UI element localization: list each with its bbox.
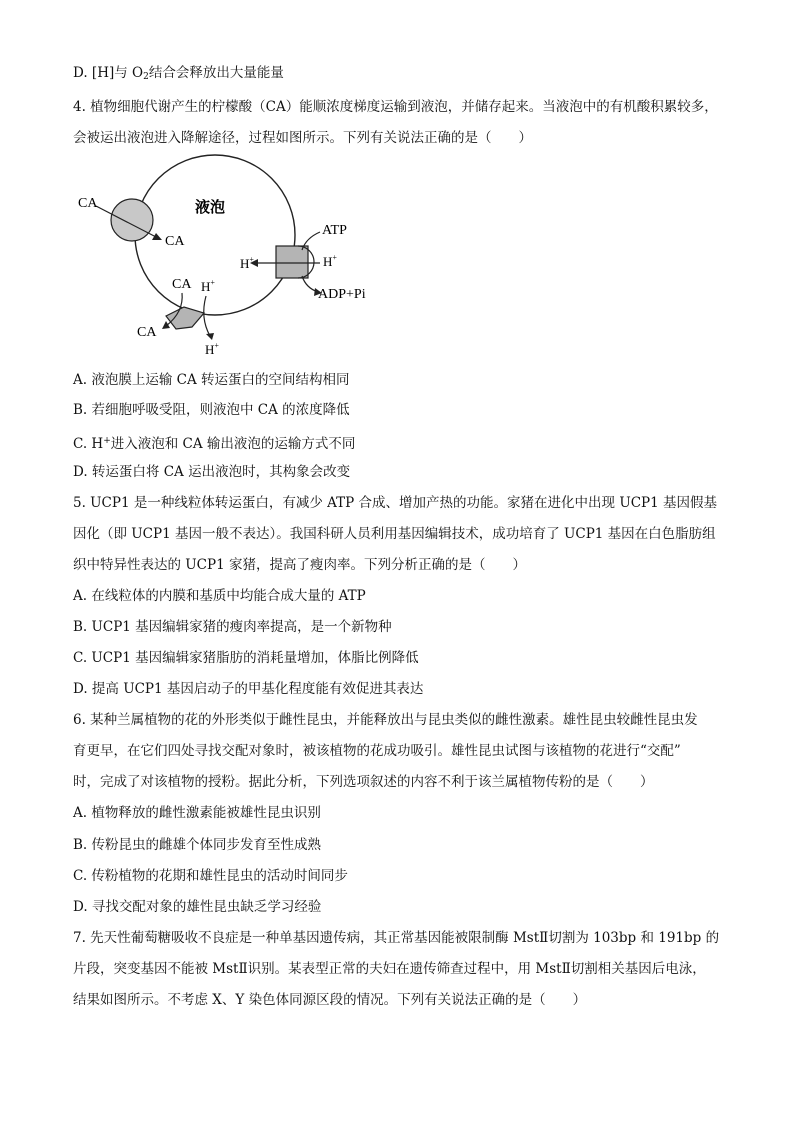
- ca-bottom-left-label: CA: [137, 325, 157, 340]
- vacuole-membrane: [135, 155, 295, 315]
- q4-stem-line-2: 会被运出液泡进入降解途径，过程如图所示。下列有关说法正确的是（ ）: [73, 130, 532, 146]
- q6-stem-line-1: 6. 某种兰属植物的花的外形类似于雌性昆虫，并能释放出与昆虫类似的雌性激素。雄性昆虫较雌性昆虫发: [73, 712, 698, 728]
- q4-option-c: C. H+进入液泡和 CA 输出液泡的运输方式不同: [73, 436, 356, 452]
- q5-option-c: C. UCP1 基因编辑家猪脂肪的消耗量增加，体脂比例降低: [73, 650, 419, 666]
- h-efflux-arrow: [204, 296, 210, 336]
- q6-option-d: D. 寻找交配对象的雄性昆虫缺乏学习经验: [73, 899, 322, 915]
- ca-h-antiporter: [166, 307, 204, 329]
- q4-option-d: D. 转运蛋白将 CA 运出液泡时，其构象会改变: [73, 464, 351, 480]
- ca-channel-protein: [111, 199, 153, 241]
- q5-option-b: B. UCP1 基因编辑家猪的瘦肉率提高，是一个新物种: [73, 619, 392, 635]
- q5-option-a: A. 在线粒体的内膜和基质中均能合成大量的 ATP: [73, 588, 366, 604]
- q6-stem-line-2: 育更早，在它们四处寻找交配对象时，被该植物的花成功吸引。雄性昆虫试图与该植物的花进行“交配”: [73, 743, 681, 759]
- q5-stem-line-1: 5. UCP1 是一种线粒体转运蛋白，有减少 ATP 合成、增加产热的功能。家猪在进化中出现 UCP1 基因假基: [73, 495, 717, 511]
- atp-label: ATP: [322, 223, 347, 238]
- h-outside-label: H+: [323, 253, 337, 269]
- q6-stem-line-3: 时，完成了对该植物的授粉。据此分析，下列选项叙述的内容不利于该兰属植物传粉的是（ ）: [73, 774, 654, 790]
- h-efflux-arrowhead: [206, 333, 214, 340]
- ca-outside-label: CA: [78, 196, 98, 211]
- h-bottom-label: H+: [205, 341, 219, 357]
- q7-stem-line-3: 结果如图所示。不考虑 X、Y 染色体同源区段的情况。下列有关说法正确的是（ ）: [73, 992, 587, 1008]
- q5-stem-line-2: 因化（即 UCP1 基因一般不表达）。我国科研人员利用基因编辑技术，成功培育了 UCP1 基因在白色脂肪组: [73, 526, 716, 542]
- q6-option-b: B. 传粉昆虫的雌雄个体同步发育至性成熟: [73, 837, 322, 853]
- q6-option-a: A. 植物释放的雌性激素能被雄性昆虫识别: [73, 805, 321, 821]
- vacuole-label: 液泡: [195, 200, 226, 216]
- q5-option-d: D. 提高 UCP1 基因启动子的甲基化程度能有效促进其表达: [73, 681, 424, 697]
- q6-option-c: C. 传粉植物的花期和雄性昆虫的活动时间同步: [73, 868, 348, 884]
- ca-influx-arrowhead: [152, 233, 162, 240]
- h-bottom-top-label: H+: [201, 278, 215, 294]
- q4-option-b: B. 若细胞呼吸受阻，则液泡中 CA 的浓度降低: [73, 402, 350, 418]
- ca-inside-label: CA: [165, 234, 185, 249]
- vacuole-transport-diagram: [70, 150, 410, 365]
- q5-stem-line-3: 织中特异性表达的 UCP1 家猪，提高了瘦肉率。下列分析正确的是（ ）: [73, 557, 526, 573]
- q4-stem-line-1: 4. 植物细胞代谢产生的柠檬酸（CA）能顺浓度梯度运输到液泡，并储存起来。当液泡中的有机酸积累较多，: [73, 99, 718, 115]
- ca-efflux-arrowhead: [162, 321, 170, 329]
- adp-pi-label: ADP+Pi: [318, 287, 366, 302]
- q7-stem-line-2: 片段，突变基因不能被 MstⅡ识别。某表型正常的夫妇在遗传筛查过程中，用 MstⅡ切割相关基因后电泳，: [73, 961, 706, 977]
- q4-option-a: A. 液泡膜上运输 CA 转运蛋白的空间结构相同: [73, 372, 350, 388]
- h-inside-label: H+: [240, 255, 254, 271]
- proton-pump: [276, 246, 308, 278]
- ca-bottom-top-label: CA: [172, 277, 192, 292]
- q7-stem-line-1: 7. 先天性葡萄糖吸收不良症是一种单基因遗传病，其正常基因能被限制酶 MstⅡ切割为 103bp 和 191bp 的: [73, 930, 720, 946]
- q3-option-d: D. [H]与 $O_2$结合会释放出大量能量: [73, 65, 284, 82]
